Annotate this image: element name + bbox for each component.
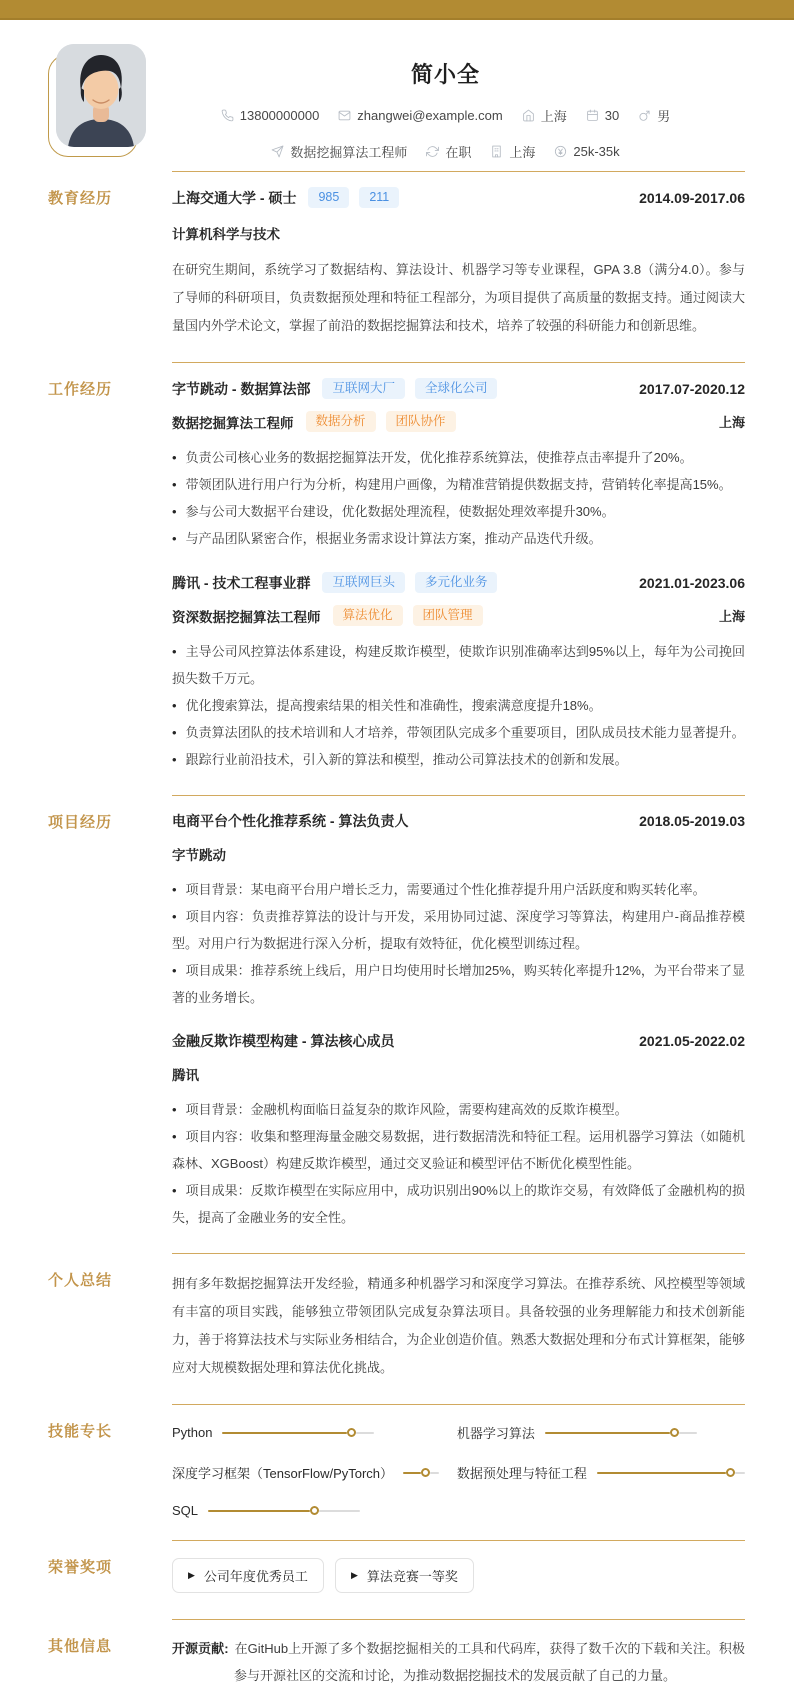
project-title: 电商平台个性化推荐系统 - 算法负责人 — [172, 813, 409, 829]
slider-track-rest — [430, 1472, 438, 1474]
section-label-education: 教育经历 — [48, 190, 113, 207]
work-date: 2021.01-2023.06 — [639, 574, 745, 591]
skills-content — [172, 1404, 745, 1536]
open-source-text: 在GitHub上开源了多个数据挖掘相关的工具和代码库，获得了数千次的下载和关注。积极参与开源社区的交流和讨论，为推动数据挖掘技术的发展贡献了自己的力量。 — [234, 1641, 745, 1683]
work-entry-1 — [172, 378, 745, 552]
status-icon — [426, 145, 439, 158]
company-name: 字节跳动 - 数据算法部 — [172, 380, 311, 397]
section-label-honors: 荣誉奖项 — [48, 1559, 113, 1576]
honors-content — [172, 1540, 745, 1615]
open-source-label: 开源贡献: — [172, 1641, 229, 1656]
education-content — [172, 171, 745, 358]
work-entry-1-title-row — [172, 378, 745, 399]
bullet-item: • 主导公司风控算法体系建设，构建反欺诈模型，使欺诈识别准确率达到95%以上，每年为公司挽回损失数千万元。 — [172, 638, 745, 692]
home-icon — [522, 109, 535, 122]
role-title: 资深数据挖掘算法工程师 — [172, 609, 321, 625]
project-entry-1-title-row — [172, 811, 745, 831]
email-value: zhangwei@example.com — [357, 108, 503, 123]
company-tags — [322, 378, 497, 399]
section-education — [0, 171, 794, 358]
role-tags — [306, 411, 456, 432]
contact-gender — [638, 106, 670, 125]
skill-data-preprocessing — [457, 1463, 745, 1482]
phone-value: 13800000000 — [239, 108, 320, 123]
education-title-row — [172, 187, 745, 208]
project-entry-2-bullets — [172, 1096, 745, 1231]
gender-value: 男 — [657, 109, 671, 124]
candidate-name: 简小全 — [410, 62, 480, 87]
company-tag: 多元化业务 — [415, 572, 498, 593]
paper-plane-icon — [271, 145, 284, 158]
bullet-item: • 优化搜索算法，提高搜索结果的相关性和准确性，搜索满意度提升18%。 — [172, 692, 745, 719]
salary-value: 25k-35k — [573, 144, 620, 159]
slider-knob — [310, 1506, 319, 1515]
header-main — [146, 44, 745, 161]
company-tag: 互联网大厂 — [322, 378, 405, 399]
other-content — [172, 1619, 745, 1707]
work-entry-2-bullets — [172, 638, 745, 773]
summary-content — [172, 1253, 745, 1400]
education-major: 计算机科学与技术 — [172, 227, 280, 242]
skill-sql — [172, 1503, 439, 1518]
bullet-item: • 项目内容：收集和整理海量金融交易数据，进行数据清洗和特征工程。运用机器学习算法（如随机森林、XGBoost）构建反欺诈模型，通过交叉验证和模型评估不断优化模型性能。 — [172, 1123, 745, 1177]
salary-icon — [554, 145, 567, 158]
slider-track-rest — [679, 1432, 697, 1434]
school-tag-985: 985 — [308, 187, 349, 208]
work-content — [172, 362, 745, 791]
section-skills — [0, 1404, 794, 1536]
avatar — [56, 44, 146, 147]
age-icon — [586, 109, 599, 122]
avatar-illustration — [56, 44, 146, 147]
slider-fill — [222, 1432, 347, 1434]
role-title: 数据挖掘算法工程师 — [172, 415, 294, 431]
skill-name: SQL — [172, 1503, 199, 1518]
role-tag: 算法优化 — [333, 605, 403, 626]
project-company: 腾讯 — [172, 1068, 199, 1083]
bullet-item: • 项目内容：负责推荐算法的设计与开发，采用协同过滤、深度学习等算法，构建用户-商品推荐模型。对用户行为数据进行深入分析，提取有效特征，优化模型训练过程。 — [172, 903, 745, 957]
job-status-value: 在职 — [445, 145, 472, 160]
open-source-paragraph — [172, 1635, 745, 1689]
company-tags — [322, 572, 497, 593]
section-projects — [0, 795, 794, 1249]
skills-grid — [172, 1420, 745, 1518]
honor-list — [172, 1556, 745, 1597]
education-description: 在研究生期间，系统学习了数据结构、算法设计、机器学习等专业课程，GPA 3.8（满分4.0）。参与了导师的科研项目，负责数据预处理和特征工程部分，为项目提供了高质量的数据支持。通过阅读大量国内外学术论文，掌握了前沿的数据挖掘算法和技术，培养了较强的科研能力和创新思维。 — [172, 262, 745, 333]
resume-header — [0, 20, 794, 167]
skill-slider — [597, 1466, 745, 1479]
role-tag: 团队管理 — [413, 605, 483, 626]
bullet-item: • 项目成果：反欺诈模型在实际应用中，成功识别出90%以上的欺诈交易，有效降低了金融机构的损失，提高了金融业务的安全性。 — [172, 1177, 745, 1231]
age-value: 30 — [604, 108, 620, 123]
slider-fill — [208, 1510, 310, 1512]
section-work — [0, 362, 794, 791]
slider-fill — [545, 1432, 670, 1434]
location-value: 上海 — [540, 109, 567, 124]
contact-work-city — [490, 142, 535, 161]
section-label-work: 工作经历 — [48, 381, 113, 398]
contact-phone — [221, 108, 320, 123]
top-accent-bar — [0, 0, 794, 20]
contact-salary — [554, 144, 619, 159]
bullet-item: • 项目背景：某电商平台用户增长乏力，需要通过个性化推荐提升用户活跃度和购买转化率。 — [172, 876, 745, 903]
school-tags — [308, 187, 399, 208]
honor-tag-algorithm-award — [335, 1558, 474, 1593]
work-date: 2017.07-2020.12 — [639, 380, 745, 397]
project-date: 2021.05-2022.02 — [639, 1033, 745, 1049]
job-title-value: 数据挖掘算法工程师 — [290, 145, 408, 160]
slider-track-rest — [319, 1510, 360, 1512]
bullet-item: • 跟踪行业前沿技术，引入新的算法和模型，推动公司算法技术的创新和发展。 — [172, 746, 745, 773]
skill-name: 深度学习框架（TensorFlow/PyTorch） — [172, 1466, 394, 1481]
skill-slider — [222, 1426, 374, 1439]
slider-fill — [597, 1472, 726, 1474]
contact-age — [586, 108, 619, 123]
contact-row-1 — [146, 106, 745, 125]
project-entry-1 — [172, 811, 745, 1011]
contact-email — [338, 108, 502, 123]
profile-photo — [56, 44, 146, 147]
skill-slider — [208, 1504, 360, 1517]
role-tags — [333, 605, 483, 626]
work-entry-1-bullets — [172, 444, 745, 552]
section-honors — [0, 1540, 794, 1615]
skill-slider — [545, 1426, 697, 1439]
work-entry-2-role-row — [172, 605, 745, 626]
work-entry-1-role-row — [172, 411, 745, 432]
project-entry-2 — [172, 1031, 745, 1231]
summary-text: 拥有多年数据挖掘算法开发经验，精通多种机器学习和深度学习算法。在推荐系统、风控模型等领域有丰富的项目实践，能够独立带领团队完成复杂算法项目。具备较强的业务理解能力和技术创新能力，善于将算法技术与实际业务相结合，为企业创造价值。熟悉大数据处理和分布式计算框架，能够应对大规模数据处理和算法优化挑战。 — [172, 1276, 745, 1375]
projects-content — [172, 795, 745, 1249]
bullet-item: • 负责算法团队的技术培训和人才培养，带领团队完成多个重要项目，团队成员技术能力显著提升。 — [172, 719, 745, 746]
section-label-projects: 项目经历 — [48, 814, 113, 831]
contact-job-status — [426, 142, 471, 161]
section-other — [0, 1619, 794, 1707]
school-name: 上海交通大学 - 硕士 — [172, 189, 297, 206]
play-triangle-icon: ▶ — [350, 1570, 358, 1580]
project-date: 2018.05-2019.03 — [639, 813, 745, 829]
project-entry-1-bullets — [172, 876, 745, 1011]
bullet-item: • 项目成果：推荐系统上线后，用户日均使用时长增加25%，购买转化率提升12%，为平台带来了显著的业务增长。 — [172, 957, 745, 1011]
section-summary — [0, 1253, 794, 1400]
skill-name: 数据预处理与特征工程 — [456, 1466, 587, 1481]
honor-tag-employee-award — [172, 1558, 324, 1593]
mail-icon — [338, 109, 351, 122]
work-location: 上海 — [718, 609, 745, 624]
contact-location — [522, 106, 567, 125]
bullet-item: • 与产品团队紧密合作，根据业务需求设计算法方案，推动产品迭代升级。 — [172, 525, 745, 552]
play-triangle-icon: ▶ — [188, 1570, 195, 1580]
gender-icon — [638, 109, 651, 122]
slider-knob — [421, 1468, 430, 1477]
role-tag: 数据分析 — [306, 411, 376, 432]
company-name: 腾讯 - 技术工程事业群 — [172, 574, 311, 591]
skill-python — [172, 1423, 439, 1442]
slider-knob — [726, 1468, 735, 1477]
building-icon — [490, 145, 503, 158]
slider-knob — [347, 1428, 356, 1437]
company-tag: 全球化公司 — [415, 378, 498, 399]
bullet-item: • 负责公司核心业务的数据挖掘算法开发，优化推荐系统算法，使推荐点击率提升了20%。 — [172, 444, 745, 471]
slider-track-rest — [356, 1432, 374, 1434]
phone-icon — [221, 109, 234, 122]
bullet-item: • 参与公司大数据平台建设，优化数据处理流程，使数据处理效率提升30%。 — [172, 498, 745, 525]
project-company: 字节跳动 — [172, 848, 226, 863]
work-entry-2 — [172, 572, 745, 773]
work-location: 上海 — [718, 415, 745, 430]
skill-deep-learning — [172, 1463, 439, 1482]
project-title: 金融反欺诈模型构建 - 算法核心成员 — [172, 1033, 395, 1049]
company-tag: 互联网巨头 — [322, 572, 405, 593]
slider-fill — [403, 1472, 421, 1474]
skill-slider — [403, 1466, 439, 1479]
project-entry-2-title-row — [172, 1031, 745, 1051]
school-tag-211: 211 — [359, 187, 399, 208]
slider-knob — [670, 1428, 679, 1437]
skill-machine-learning — [457, 1423, 745, 1442]
education-date: 2014.09-2017.06 — [639, 189, 745, 206]
bullet-item: • 项目背景：金融机构面临日益复杂的欺诈风险，需要构建高效的反欺诈模型。 — [172, 1096, 745, 1123]
section-label-skills: 技能专长 — [48, 1423, 113, 1440]
role-tag: 团队协作 — [386, 411, 456, 432]
work-entry-2-title-row — [172, 572, 745, 593]
slider-track-rest — [735, 1472, 745, 1474]
section-label-other: 其他信息 — [48, 1638, 113, 1655]
contact-row-2 — [146, 142, 745, 161]
bullet-item: • 带领团队进行用户行为分析，构建用户画像，为精准营销提供数据支持，营销转化率提高15%。 — [172, 471, 745, 498]
section-label-summary: 个人总结 — [48, 1272, 113, 1289]
skill-name: 机器学习算法 — [456, 1426, 535, 1441]
work-city-value: 上海 — [509, 145, 536, 160]
honor-label: 公司年度优秀员工 — [203, 1569, 308, 1584]
honor-label: 算法竞赛一等奖 — [366, 1569, 458, 1584]
contact-job-title — [271, 142, 407, 161]
skill-name: Python — [172, 1425, 213, 1440]
